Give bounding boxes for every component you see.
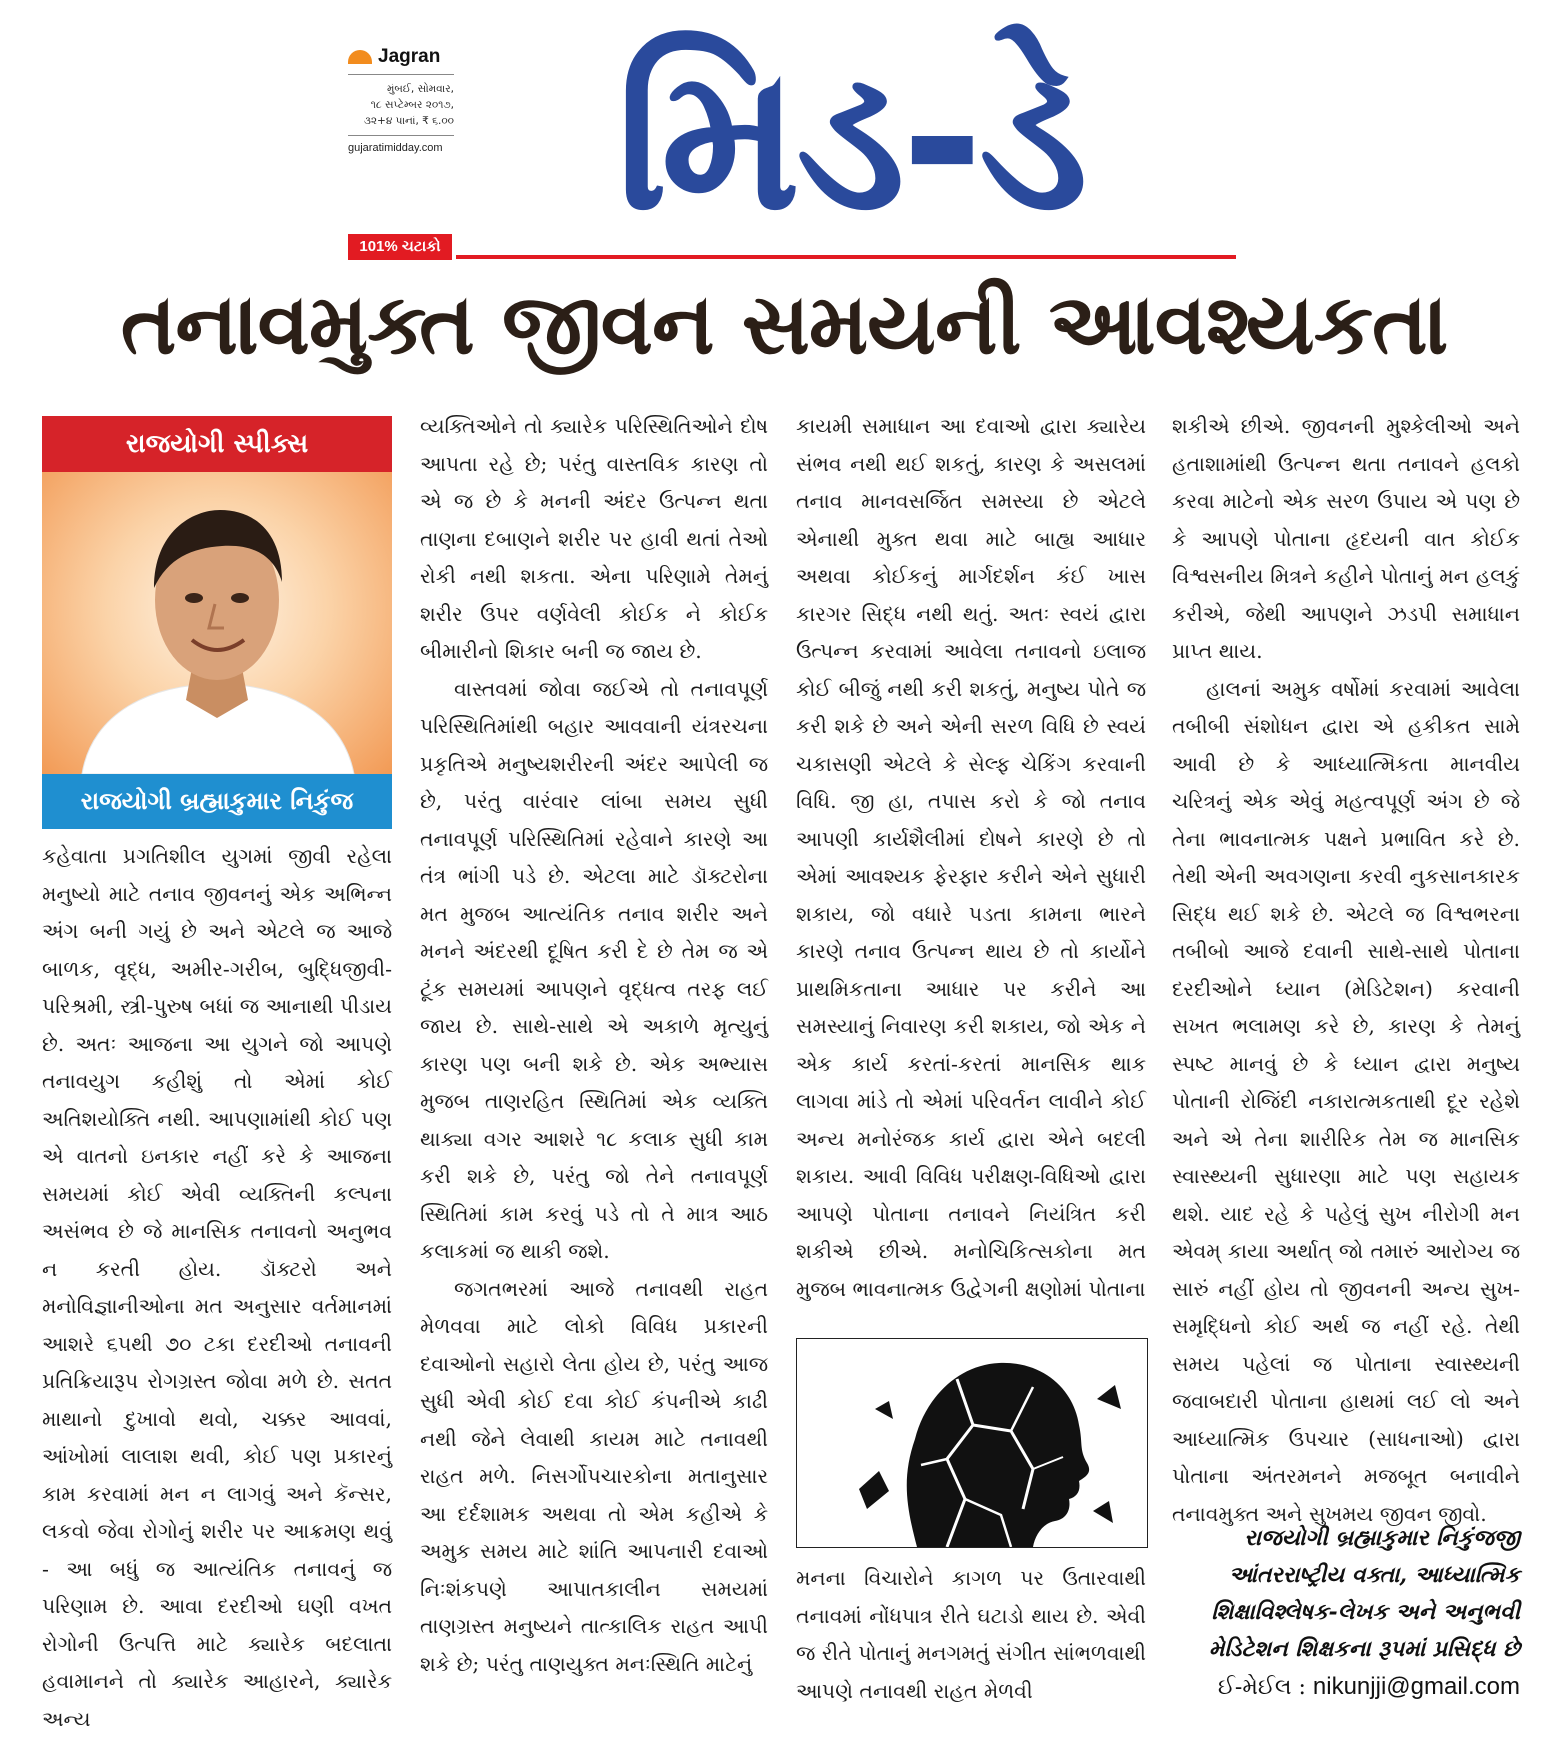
email-line (1172, 1670, 1520, 1705)
masthead (0, 0, 1568, 262)
author-photo (42, 472, 392, 774)
publisher-name: Jagran (378, 46, 441, 67)
stress-image (796, 1338, 1148, 1548)
article-column-1 (42, 838, 392, 1738)
logo-underline (456, 255, 1236, 259)
section-label: રાજયોગી સ્પીક્સ (42, 416, 392, 472)
divider (348, 135, 454, 136)
author-caption: રાજયોગી બ્રહ્માકુમાર નિકુંજ (42, 774, 392, 829)
divider (348, 74, 454, 75)
paragraph: શકીએ છીએ. જીવનની મુશ્કેલીઓ અને હતાશામાંથી ઉત્પન્ન થતા તનાવને હલકો કરવા માટેનો એક સરળ ઉપાય એ પણ છે કે આપણે પોતાના હૃદયની વાત કોઈક વિશ્વસનીય મિત્રને કહીને પોતાનું મન હલકું કરીએ, જેથી આપણને ઝડપી સમાધાન પ્રાપ્ત થાય. (1172, 414, 1520, 663)
author-signature (1172, 1520, 1520, 1668)
paragraph: વ્યક્તિઓને તો ક્યારેક પરિસ્થિતિઓને દોષ આપતા રહે છે; પરંતુ વાસ્તવિક કારણ તો એ જ છે કે મનની અંદર ઉત્પન્ન થતા તાણના દબાણને શરીર પર હાવી થતાં તેઓ રોકી નથી શકતા. એના પરિણામે તેમનું શરીર ઉપર વર્ણવેલી કોઈક ને કોઈક બીમારીનો શિકાર બની જ જાય છે. (420, 414, 768, 663)
paragraph: જગતભરમાં આજે તનાવથી રાહત મેળવવા માટે લોકો વિવિધ પ્રકારની દવાઓનો સહારો લેતા હોય છે, પરંતુ આજ સુધી એવી કોઈ દવા કોઈ કંપનીએ કાઢી નથી જેને લેવાથી કાયમ માટે તનાવથી રાહત મળે. નિસર્ગોપચારકોના મતાનુસાર આ દર્દશામક અથવા તો એમ કહીએ કે અમુક સમય માટે શાંતિ આપનારી દવાઓ નિઃશંકપણે આપાતકાલીન સમયમાં તાણગ્રસ્ત મનુષ્યને તાત્કાલિક રાહત આપી શકે છે; પરંતુ તાણયુક્ત મનઃસ્થિતિ માટેનું (420, 1276, 768, 1676)
sun-icon (348, 50, 372, 64)
paragraph: વાસ્તવમાં જોવા જઈએ તો તનાવપૂર્ણ પરિસ્થિતિમાંથી બહાર આવવાની યંત્રરચના પ્રકૃતિએ મનુષ્યશરીરની અંદર આપેલી જ છે, પરંતુ વારંવાર લાંબા સમય સુધી તનાવપૂર્ણ પરિસ્થિતિમાં રહેવાને કારણે આ તંત્ર ભાંગી પડે છે. એટલા માટે ડૉક્ટરોના મત મુજબ આત્યંતિક તનાવ શરીર અને મનને અંદરથી દૂષિત કરી દે છે તેમ જ એ ટૂંક સમયમાં આપણને વૃદ્ધત્વ તરફ લઈ જાય છે. સાથે-સાથે એ અકાળે મૃત્યુનું કારણ પણ બની શકે છે. એક અભ્યાસ મુજબ તાણરહિત સ્થિતિમાં એક વ્યક્તિ થાક્યા વગર આશરે ૧૮ કલાક સુધી કામ કરી શકે છે, પરંતુ જો તેને તનાવપૂર્ણ સ્થિતિમાં કામ કરવું પડે તો તે માત્ર આઠ કલાકમાં જ થાકી જશે. (420, 676, 768, 1263)
signature-line-4: મેડિટેશન શિક્ષકના રૂપમાં પ્રસિદ્ધ છે (1208, 1636, 1520, 1662)
signature-line-1: રાજયોગી બ્રહ્માકુમાર નિકુંજજી (1244, 1525, 1520, 1551)
signature-line-2: આંતરરાષ્ટ્રીય વક્તા, આધ્યાત્મિક (1228, 1562, 1520, 1588)
shattered-head-icon (797, 1339, 1147, 1547)
date-line (348, 81, 454, 129)
email-address[interactable]: nikunjji@gmail.com (1312, 1673, 1520, 1700)
newspaper-logo: મિડ-ડે (615, 23, 1085, 254)
portrait-icon (42, 472, 392, 774)
publisher-logo (348, 46, 454, 68)
email-label: ઈ-મેઈલ : (1217, 1675, 1306, 1700)
paragraph: કાયમી સમાધાન આ દવાઓ દ્વારા ક્યારેય સંભવ નથી થઈ શકતું, કારણ કે અસલમાં તનાવ માનવસર્જિત સમસ્યા છે એટલે એનાથી મુક્ત થવા માટે બાહ્ય આધાર અથવા કોઈકનું માર્ગદર્શન કંઈ ખાસ કારગર સિદ્ધ નથી થતું. અતઃ સ્વયં દ્વારા ઉત્પન્ન કરવામાં આવેલા તનાવનો ઇલાજ કોઈ બીજું નથી કરી શકતું, મનુષ્ય પોતે જ કરી શકે છે અને એની સરળ વિધિ છે સ્વયં ચકાસણી એટલે કે સેલ્ફ ચેકિંગ કરવાની વિધિ. જી હા, તપાસ કરો કે જો તનાવ આપણી કાર્યશૈલીમાં દોષને કારણે છે તો એમાં આવશ્યક ફેરફાર કરીને એને સુધારી શકાય, જો વધારે પડતા કામના ભારને કારણે તનાવ ઉત્પન્ન થાય છે તો કાર્યોને પ્રાથમિકતાના આધાર પર કરીને આ સમસ્યાનું નિવારણ કરી શકાય, જો એક ને એક કાર્ય કરતાં-કરતાં માનસિક થાક લાગવા માંડે તો એમાં પરિવર્તન લાવીને કોઈ અન્ય મનોરંજક કાર્ય દ્વારા એને બદલી શકાય. આવી વિવિધ પરીક્ષણ-વિધિઓ દ્વારા આપણે પોતાના તનાવને નિયંત્રિત કરી શકીએ છીએ. મનોચિકિત્સકોના મત મુજબ ભાવનાત્મક ઉદ્વેગની ક્ષણોમાં પોતાના (796, 414, 1146, 1301)
article-column-3-continued (796, 1560, 1146, 1710)
date-line-1: મુંબઈ, સોમવાર, (386, 83, 454, 95)
publisher-block (348, 46, 454, 154)
badge: 101% ચટાકો (348, 234, 452, 260)
date-line-2: ૧૮ સપ્ટેમ્બર ૨૦૧૭, (370, 99, 454, 111)
paragraph: કહેવાતા પ્રગતિશીલ યુગમાં જીવી રહેલા મનુષ્યો માટે તનાવ જીવનનું એક અભિન્ન અંગ બની ગયું છે અને એટલે જ આજે બાળક, વૃદ્ધ, અમીર-ગરીબ, બુદ્ધિજીવી-પરિશ્રમી, સ્ત્રી-પુરુષ બધાં જ આનાથી પીડાય છે. અતઃ આજના આ યુગને જો આપણે તનાવયુગ કહીશું તો એમાં કોઈ અતિશયોક્તિ નથી. આપણામાંથી કોઈ પણ એ વાતનો ઇનકાર નહીં કરે કે આજના સમયમાં કોઈ એવી વ્યક્તિની કલ્પના અસંભવ છે જે માનસિક તનાવનો અનુભવ ન કરતી હોય. ડૉક્ટરો અને મનોવિજ્ઞાનીઓના મત અનુસાર વર્તમાનમાં આશરે ૬૫થી ૭૦ ટકા દરદીઓ તનાવની પ્રતિક્રિયારૂપ રોગગ્રસ્ત જોવા મળે છે. સતત માથાનો દુખાવો થવો, ચક્કર આવવાં, આંખોમાં લાલાશ થવી, કોઈ પણ પ્રકારનું કામ કરવામાં મન ન લાગવું અને કૅન્સર, લકવો જેવા રોગોનું શરીર પર આક્રમણ થવું - આ બધું જ આત્યંતિક તનાવનું જ પરિણામ છે. આવા દરદીઓ ઘણી વખત રોગોની ઉત્પત્તિ માટે ક્યારેક બદલાતા હવામાનને તો ક્યારેક આહારને, ક્યારેક અન્ય (42, 844, 392, 1731)
headline: તનાવમુક્ત જીવન સમયની આવશ્યકતા (120, 275, 1448, 373)
website-link[interactable]: gujaratimidday.com (348, 142, 443, 154)
date-line-3: ૩૨+૪ પાનાં, ₹ ૬.૦૦ (363, 115, 454, 127)
article-column-4 (1172, 408, 1520, 1533)
paragraph: મનના વિચારોને કાગળ પર ઉતારવાથી તનાવમાં નોંધપાત્ર રીતે ઘટાડો થાય છે. એવી જ રીતે પોતાનું મનગમતું સંગીત સાંભળવાથી આપણે તનાવથી રાહત મેળવી (796, 1566, 1146, 1703)
signature-line-3: શિક્ષાવિશ્લેષક-લેખક અને અનુભવી (1211, 1599, 1520, 1625)
article-column-2 (420, 408, 768, 1683)
author-box (42, 416, 392, 829)
article-column-3 (796, 408, 1146, 1308)
paragraph: હાલનાં અમુક વર્ષોમાં કરવામાં આવેલા તબીબી સંશોધન દ્વારા એ હકીકત સામે આવી છે કે આધ્યાત્મિકતા માનવીય ચરિત્રનું એક એવું મહત્વપૂર્ણ અંગ છે જે તેના ભાવનાત્મક પક્ષને પ્રભાવિત કરે છે. તેથી એની અવગણના કરવી નુકસાનકારક સિદ્ધ થઈ શકે છે. એટલે જ વિશ્વભરના તબીબો આજે દવાની સાથે-સાથે પોતાના દરદીઓને ધ્યાન (મેડિટેશન) કરવાની સખત ભલામણ કરે છે, કારણ કે તેમનું સ્પષ્ટ માનવું છે કે ધ્યાન દ્વારા મનુષ્ય પોતાની રોજિંદી નકારાત્મકતાથી દૂર રહેશે અને એ તેના શારીરિક તેમ જ માનસિક સ્વાસ્થ્યની સુધારણા માટે પણ સહાયક થશે. યાદ રહે કે પહેલું સુખ નીરોગી મન એવમ્ કાયા અર્થાત્ જો તમારું આરોગ્ય જ સારું નહીં હોય તો જીવનની અન્ય સુખ-સમૃદ્ધિનો કોઈ અર્થ જ નહીં રહે. તેથી સમય પહેલાં જ પોતાના સ્વાસ્થ્યની જવાબદારી પોતાના હાથમાં લઈ લો અને આધ્યાત્મિક ઉપચાર (સાધનાઓ) દ્વારા પોતાના અંતરમનને મજબૂત બનાવીને તનાવમુક્ત અને સુખમય જીવન જીવો. (1172, 676, 1520, 1526)
